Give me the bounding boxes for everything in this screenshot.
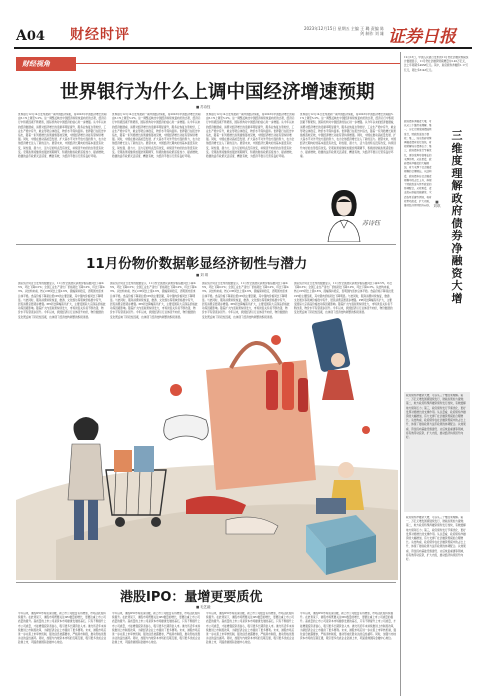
hk-ipo-body-col1: 今年以来，港股IPO市场逐步回暖，新上市公司数量有所增加，市场活跃度持续提升。在此背景下，港股市场既要关注IPO数量的增长，更要注重上市公司质量的提升。高质量的上市公司是资本市场健康发展的基石，只有不断提升上市公司质量，才能增强投资者信心，吸引更多长期资金入市。港交所近年来持续推进上市制度改革，为新经济企业上市提供了更多便利。未来，港股市场应进一步完善上市审核机制，强化信息披露要求，严格退市制度，推动形成优胜劣汰的良性循环。同时，加强与内地资本市场的互联互通，吸引更多优质企业赴港上市，巩固香港国际金融中心地位。	[18, 612, 107, 645]
hk-ipo-body-col4: 今年以来，港股IPO市场逐步回暖，新上市公司数量有所增加，市场活跃度持续提升。在此背景下，港股市场既要关注IPO数量的增长，更要注重上市公司质量的提升。高质量的上市公司是资本市场健康发展的基石，只有不断提升上市公司质量，才能增强投资者信心，吸引更多长期资金入市。港交所近年来持续推进上市制度改革，为新经济企业上市提供了更多便利。未来，港股市场应进一步完善上市审核机制，强化信息披露要求，严格退市制度，推动形成优胜劣汰的良性循环。同时，加强与内地资本市场的互联互通，吸引更多优质企业赴港上市，巩固香港国际金融中心地位。	[300, 612, 396, 641]
page-letter: A	[16, 28, 27, 44]
page-number	[16, 20, 45, 46]
masthead-logo: 证券日报	[388, 27, 456, 47]
world-bank-body-col2: 世界银行12月14日发布最新一期中国经济简报，将2023年中国经济增长预期由5.1%上调至5.2%。这一调整反映出中国经济持续恢复向好的态势，经济运行中积极因素不断累积，国际机构对中国经济的信心进一步增强。从今年以来的经济数据看，消费对经济增长的贡献率明显提升，服务业恢复态势较好，工业生产稳中有升，就业形势总体稳定，物价水平保持温和。世界银行在报告中指出，随着一系列稳增长政策措施落地见效，中国经济增长动能有望持续增强。同时，中国在推动高质量发展、扩大高水平对外开放方面的努力，也为全球经济增长注入了新的活力。展望未来，中国经济长期向好的基本面没有改变，韧性强、潜力大、活力足的特点没有改变，持续回升向好的态势没有改变。宏观政策将继续加强逆周期调节，积极的财政政策适度加力、提质增效，稳健的货币政策灵活适度、精准有效，为经济平稳运行营造良好环境。	[112, 113, 201, 159]
header-rule	[14, 47, 472, 49]
shopping-illustration	[16, 300, 398, 580]
portrait-sketch-icon	[304, 186, 394, 242]
november-body-col1: 国家统计局近日发布的数据显示，11月份全国居民消费价格指数同比下降0.5%，环比下降0.5%；全国工业生产者出厂价格同比下降3.0%，环比下降0.3%。从结构来看，核心CPI同比上涨0.6%，涨幅保持稳定，表明国内需求总体平稳。食品价格下降是拉低CPI的主要因素，其中猪肉价格同比下降明显。与此同时，服务消费持续恢复，旅游、文化娱乐等领域价格稳中有升，居民消费意愿逐步增强。PPI同比降幅有所扩大，主要受国际大宗商品价格波动等因素影响。随着扩大内需政策持续发力，市场供需关系将不断改善，物价水平有望逐步回升。今年以来，我国经济运行总体回升向好，物价数据的变化既反映了阶段性因素，也体现了经济结构调整的积极进展。	[18, 282, 106, 319]
world-bank-headline: 世界银行为什么上调中国经济增速预期	[60, 82, 375, 103]
november-body-col2: 国家统计局近日发布的数据显示，11月份全国居民消费价格指数同比下降0.5%，环比下降0.5%；全国工业生产者出厂价格同比下降3.0%，环比下降0.3%。从结构来看，核心CPI同比上涨0.6%，涨幅保持稳定，表明国内需求总体平稳。食品价格下降是拉低CPI的主要因素，其中猪肉价格同比下降明显。与此同时，服务消费持续恢复，旅游、文化娱乐等领域价格稳中有升，居民消费意愿逐步增强。PPI同比降幅有所扩大，主要受国际大宗商品价格波动等因素影响。随着扩大内需政策持续发力，市场供需关系将不断改善，物价水平有望逐步回升。今年以来，我国经济运行总体回升向好，物价数据的变化既反映了阶段性因素，也体现了经济结构调整的积极进展。	[110, 282, 198, 319]
hk-ipo-byline: ■ 毛艺融	[196, 605, 211, 609]
hk-ipo-headline: 港股IPO：量增更要质优	[120, 590, 263, 605]
world-bank-body-col1: 世界银行12月14日发布最新一期中国经济简报，将2023年中国经济增长预期由5.1%上调至5.2%。这一调整反映出中国经济持续恢复向好的态势，经济运行中积极因素不断累积，国际机构对中国经济的信心进一步增强。从今年以来的经济数据看，消费对经济增长的贡献率明显提升，服务业恢复态势较好，工业生产稳中有升，就业形势总体稳定，物价水平保持温和。世界银行在报告中指出，随着一系列稳增长政策措施落地见效，中国经济增长动能有望持续增强。同时，中国在推动高质量发展、扩大高水平对外开放方面的努力，也为全球经济增长注入了新的活力。展望未来，中国经济长期向好的基本面没有改变，韧性强、潜力大、活力足的特点没有改变，持续回升向好的态势没有改变。宏观政策将继续加强逆周期调节，积极的财政政策适度加力、提质增效，稳健的货币政策灵活适度、精准有效，为经济平稳运行营造良好环境。	[18, 113, 107, 159]
fiscal-body-col-c: 政府债券净融资大增，可以从三个维度来理解。第一，万亿元增发国债陆续发行，财政政策加力提效；第二，地方政府特殊再融资债券发行加快，有效缓解地方债务压力；第三，政府债券发行节奏优化，更好发挥对稳增长的支撑作用。从总量看，政府债券净融资的大幅增加，有力支撑了社会融资规模的合理增长。从结构看，政府债券在社会融资规模中的占比上升，体现了财政政策与货币政策的协调配合。从效果看，资金投向基础设施建设、灾后恢复重建等领域，将有效带动投资，扩大内需，推动经济持续回升向好。	[406, 516, 466, 562]
world-bank-body-col3: 世界银行12月14日发布最新一期中国经济简报，将2023年中国经济增长预期由5.1%上调至5.2%。这一调整反映出中国经济持续恢复向好的态势，经济运行中积极因素不断累积，国际机构对中国经济的信心进一步增强。从今年以来的经济数据看，消费对经济增长的贡献率明显提升，服务业恢复态势较好，工业生产稳中有升，就业形势总体稳定，物价水平保持温和。世界银行在报告中指出，随着一系列稳增长政策措施落地见效，中国经济增长动能有望持续增强。同时，中国在推动高质量发展、扩大高水平对外开放方面的努力，也为全球经济增长注入了新的活力。展望未来，中国经济长期向好的基本面没有改变，韧性强、潜力大、活力足的特点没有改变，持续回升向好的态势没有改变。宏观政策将继续加强逆周期调节，积极的财政政策适度加力、提质增效，稳健的货币政策灵活适度、精准有效，为经济平稳运行营造良好环境。	[206, 113, 295, 159]
columnist-signature: 苏诗钰	[362, 220, 381, 227]
world-bank-byline: ■ 苏诗钰	[196, 105, 211, 109]
right-column-divider	[400, 52, 401, 696]
consumer-shopping-scene-icon	[16, 300, 398, 580]
november-body-col4: 国家统计局近日发布的数据显示，11月份全国居民消费价格指数同比下降0.5%，环比下降0.5%；全国工业生产者出厂价格同比下降3.0%，环比下降0.3%。从结构来看，核心CPI同比上涨0.6%，涨幅保持稳定，表明国内需求总体平稳。食品价格下降是拉低CPI的主要因素，其中猪肉价格同比下降明显。与此同时，服务消费持续恢复，旅游、文化娱乐等领域价格稳中有升，居民消费意愿逐步增强。PPI同比降幅有所扩大，主要受国际大宗商品价格波动等因素影响。随着扩大内需政策持续发力，市场供需关系将不断改善，物价水平有望逐步回升。今年以来，我国经济运行总体回升向好，物价数据的变化既反映了阶段性因素，也体现了经济结构调整的积极进展。	[294, 282, 394, 315]
hk-ipo-body-col3: 今年以来，港股IPO市场逐步回暖，新上市公司数量有所增加，市场活跃度持续提升。在此背景下，港股市场既要关注IPO数量的增长，更要注重上市公司质量的提升。高质量的上市公司是资本市场健康发展的基石，只有不断提升上市公司质量，才能增强投资者信心，吸引更多长期资金入市。港交所近年来持续推进上市制度改革，为新经济企业上市提供了更多便利。未来，港股市场应进一步完善上市审核机制，强化信息披露要求，严格退市制度，推动形成优胜劣汰的良性循环。同时，加强与内地资本市场的互联互通，吸引更多优质企业赴港上市，巩固香港国际金融中心地位。	[206, 612, 295, 645]
publication-info: 2023年12月15日 星期五 主编 王 璐 责编 陈 剑 制作 刘 雄	[304, 26, 384, 36]
column-tag: 财经视角	[16, 57, 76, 71]
november-byline: ■ 刘 琪	[196, 273, 209, 277]
columnist-portrait	[304, 186, 394, 242]
world-bank-bottom-rule	[16, 244, 396, 245]
fiscal-intro-body: 12月13日，中国人民银行发布的11月份社会融资规模统计数据显示，11月份社会融资规模增量为2.45万亿元，比上年同期多4958亿元。其中，政府债券净融资1.17万亿元，同比多6143亿元。	[404, 56, 469, 72]
page-digits: 04	[26, 29, 45, 44]
column-tag-rule	[76, 63, 400, 64]
fiscal-body-col-a: 政府债券净融资大增，可以从三个维度来理解。第一，万亿元增发国债陆续发行，财政政策加力提效；第二，地方政府特殊再融资债券发行加快，有效缓解地方债务压力；第三，政府债券发行节奏优化，更好发挥对稳增长的支撑作用。从总量看，政府债券净融资的大幅增加，有力支撑了社会融资规模的合理增长。从结构看，政府债券在社会融资规模中的占比上升，体现了财政政策与货币政策的协调配合。从效果看，资金投向基础设施建设、灾后恢复重建等领域，将有效带动投资，扩大内需，推动经济持续回升向好。	[404, 120, 432, 208]
fiscal-vertical-byline: ■ 刘琪	[433, 200, 441, 209]
november-headline: 11月份物价数据彰显经济韧性与潜力	[86, 256, 308, 272]
fiscal-body-col-b: 政府债券净融资大增，可以从三个维度来理解。第一，万亿元增发国债陆续发行，财政政策加力提效；第二，地方政府特殊再融资债券发行加快，有效缓解地方债务压力；第三，政府债券发行节奏优化，更好发挥对稳增长的支撑作用。从总量看，政府债券净融资的大幅增加，有力支撑了社会融资规模的合理增长。从结构看，政府债券在社会融资规模中的占比上升，体现了财政政策与货币政策的协调配合。从效果看，资金投向基础设施建设、灾后恢复重建等领域，将有效带动投资，扩大内需，推动经济持续回升向好。	[406, 394, 466, 440]
fiscal-vertical-headline: 三维度理解政府债券净融资大增	[451, 129, 463, 305]
illustration-bottom-rule	[16, 582, 396, 583]
section-name: 财经时评	[70, 27, 130, 43]
world-bank-body-col4: 世界银行12月14日发布最新一期中国经济简报，将2023年中国经济增长预期由5.1%上调至5.2%。这一调整反映出中国经济持续恢复向好的态势，经济运行中积极因素不断累积，国际机构对中国经济的信心进一步增强。从今年以来的经济数据看，消费对经济增长的贡献率明显提升，服务业恢复态势较好，工业生产稳中有升，就业形势总体稳定，物价水平保持温和。世界银行在报告中指出，随着一系列稳增长政策措施落地见效，中国经济增长动能有望持续增强。同时，中国在推动高质量发展、扩大高水平对外开放方面的努力，也为全球经济增长注入了新的活力。展望未来，中国经济长期向好的基本面没有改变，韧性强、潜力大、活力足的特点没有改变，持续回升向好的态势没有改变。宏观政策将继续加强逆周期调节，积极的财政政策适度加力、提质增效，稳健的货币政策灵活适度、精准有效，为经济平稳运行营造良好环境。	[300, 113, 396, 159]
hk-ipo-body-col2: 今年以来，港股IPO市场逐步回暖，新上市公司数量有所增加，市场活跃度持续提升。在此背景下，港股市场既要关注IPO数量的增长，更要注重上市公司质量的提升。高质量的上市公司是资本市场健康发展的基石，只有不断提升上市公司质量，才能增强投资者信心，吸引更多长期资金入市。港交所近年来持续推进上市制度改革，为新经济企业上市提供了更多便利。未来，港股市场应进一步完善上市审核机制，强化信息披露要求，严格退市制度，推动形成优胜劣汰的良性循环。同时，加强与内地资本市场的互联互通，吸引更多优质企业赴港上市，巩固香港国际金融中心地位。	[112, 612, 201, 645]
november-body-col3: 国家统计局近日发布的数据显示，11月份全国居民消费价格指数同比下降0.5%，环比下降0.5%；全国工业生产者出厂价格同比下降3.0%，环比下降0.3%。从结构来看，核心CPI同比上涨0.6%，涨幅保持稳定，表明国内需求总体平稳。食品价格下降是拉低CPI的主要因素，其中猪肉价格同比下降明显。与此同时，服务消费持续恢复，旅游、文化娱乐等领域价格稳中有升，居民消费意愿逐步增强。PPI同比降幅有所扩大，主要受国际大宗商品价格波动等因素影响。随着扩大内需政策持续发力，市场供需关系将不断改善，物价水平有望逐步回升。今年以来，我国经济运行总体回升向好，物价数据的变化既反映了阶段性因素，也体现了经济结构调整的积极进展。	[202, 282, 290, 319]
